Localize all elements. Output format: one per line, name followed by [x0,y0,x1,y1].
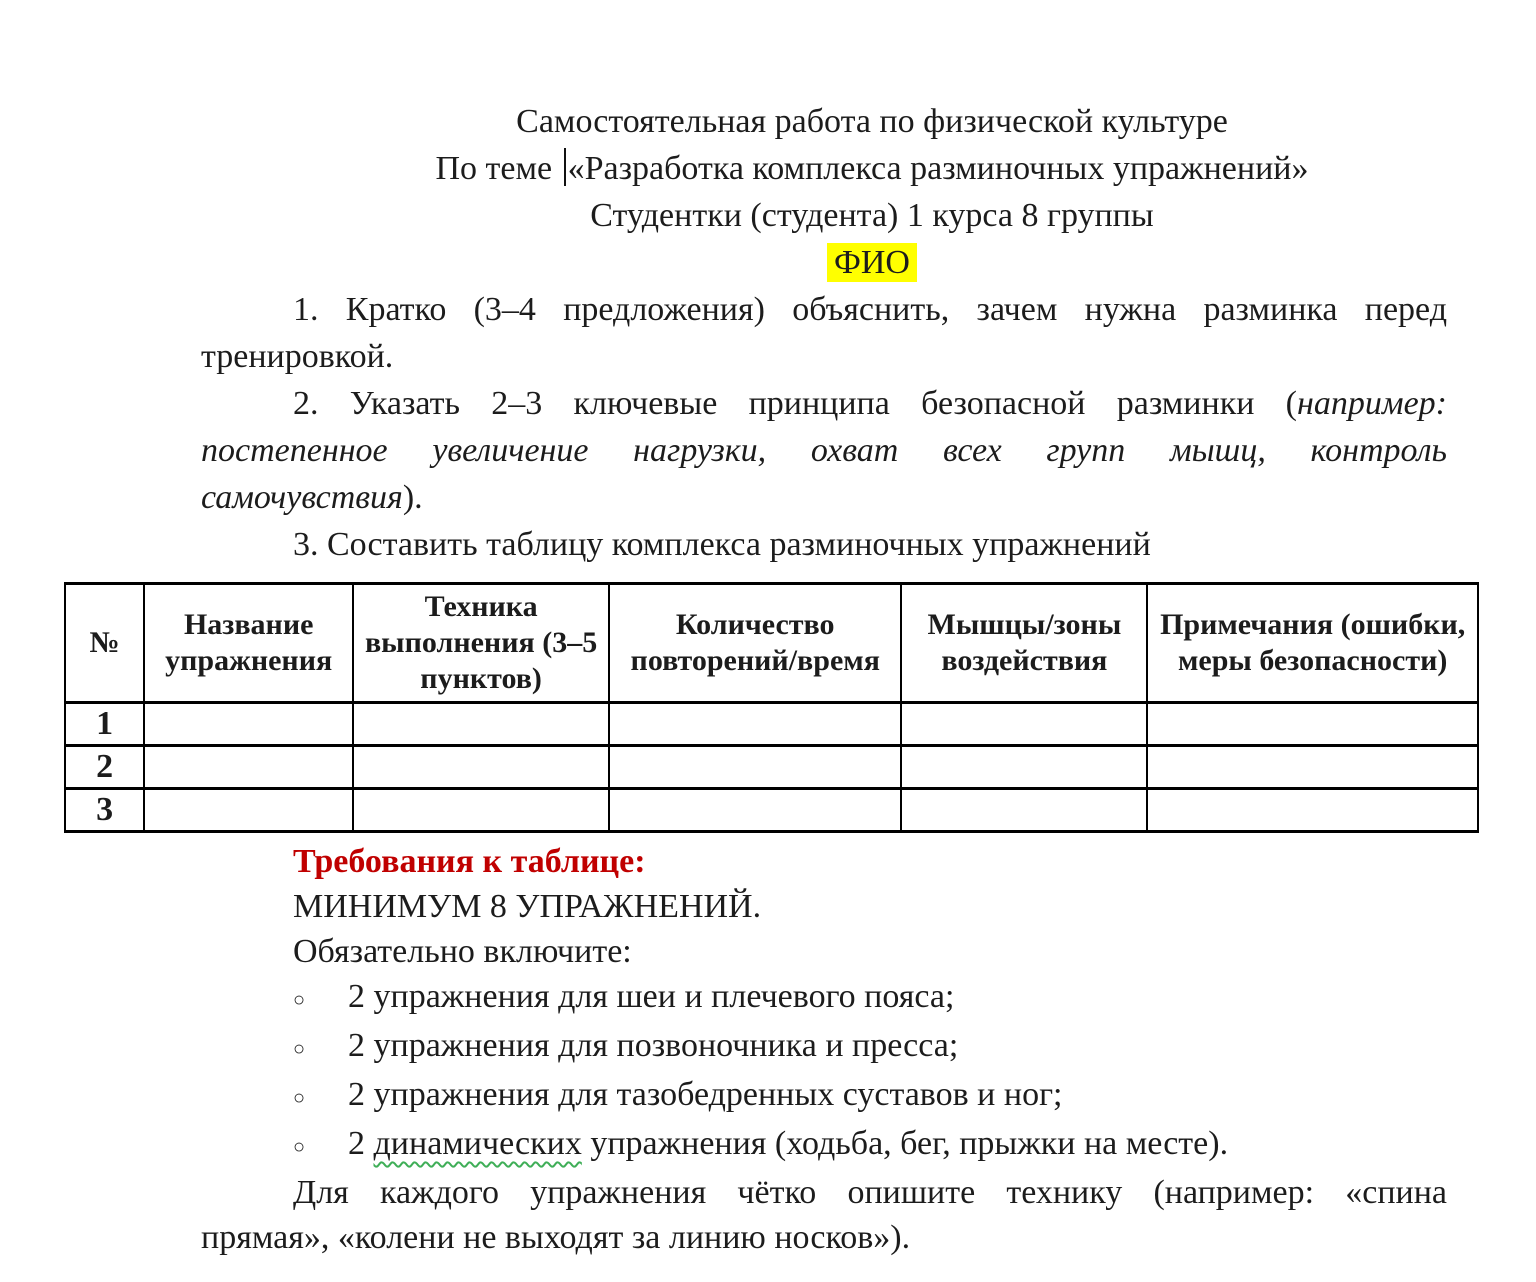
row1-cell-technique[interactable] [353,703,609,746]
final-paragraph-line1[interactable] [201,1170,1447,1215]
doc-title-line2[interactable] [201,145,1447,192]
title-text-2-rest: «Разработка комплекса разминочных упражнений» [567,150,1309,187]
task2-text-italic-a: например: [1297,385,1447,422]
row3-cell-technique[interactable] [353,789,609,832]
row3-cell-notes[interactable] [1147,789,1478,832]
table-row [65,789,1478,832]
requirements-include-text: Обязательно включите: [293,933,632,970]
final-text-a: Для каждого упражнения чётко опишите технику (например: «спина [293,1174,1447,1211]
text-cursor [564,148,566,186]
task3-text: 3. Составить таблицу комплекса разминочных упражнений [293,526,1151,563]
task2-line1[interactable] [201,380,1447,427]
col-header-technique: Техника выполнения (3–5 пунктов) [353,584,609,703]
requirements-section [201,839,1447,1260]
list-bullet-icon: ○ [293,1136,306,1158]
list-bullet-icon: ○ [293,1038,306,1060]
col-header-repetitions: Количество повторений/время [609,584,901,703]
title-text-3: Студентки (студента) 1 курса 8 группы [590,197,1154,234]
col-header-number: № [65,584,144,703]
final-text-b: прямая», «колени не выходят за линию носков»). [201,1219,911,1256]
spellcheck-underlined-word: динамических [373,1125,582,1162]
task2-line2[interactable] [201,427,1447,474]
bullet3-text: 2 упражнения для тазобедренных суставов и ног; [348,1076,1063,1113]
col-header-exercise-name: Название упражнения [144,584,353,703]
row3-cell-muscles[interactable] [901,789,1147,832]
row3-cell-name[interactable] [144,789,353,832]
row2-number-cell: 2 [65,746,144,789]
task2-text-a: 2. Указать 2–3 ключевые принципа безопасной разминки ( [293,385,1298,422]
bullet4-text-post: упражнения (ходьба, бег, прыжки на месте). [581,1125,1229,1162]
list-bullet-icon: ○ [293,1087,306,1109]
bullet2-text: 2 упражнения для позвоночника и пресса; [348,1027,959,1064]
col-header-notes: Примечания (ошибки, меры безопасности) [1147,584,1478,703]
doc-title-line1[interactable] [201,98,1447,145]
row1-cell-name[interactable] [144,703,353,746]
title-text-1: Самостоятельная работа по физической культуре [516,103,1228,140]
doc-fio-line[interactable] [201,239,1447,286]
col-header-muscles: Мышцы/зоны воздействия [901,584,1147,703]
task2-text-italic-c: самочувствия [201,479,403,516]
doc-title-line3[interactable] [201,192,1447,239]
requirements-minimum-line[interactable] [201,884,1447,929]
row2-cell-repetitions[interactable] [609,746,901,789]
bullet-item-4[interactable] [201,1121,1447,1170]
list-bullet-icon: ○ [293,989,306,1011]
bullet-item-1[interactable] [201,974,1447,1023]
bullet1-text: 2 упражнения для шеи и плечевого пояса; [348,978,955,1015]
row2-cell-notes[interactable] [1147,746,1478,789]
task2-text-tail: ). [402,479,423,516]
task1-text-a: 1. Кратко (3–4 предложения) объяснить, зачем нужна разминка перед [293,291,1447,328]
row1-cell-repetitions[interactable] [609,703,901,746]
task1-text-b: тренировкой. [201,338,394,375]
task2-text-italic-b: постепенное увеличение нагрузки, охват всех групп мышц, контроль [201,432,1447,469]
requirements-heading-line[interactable] [201,839,1447,884]
task2-line3[interactable] [201,474,1447,521]
task1-line2[interactable] [201,333,1447,380]
requirements-heading: Требования к таблице: [293,843,646,880]
task1-line1[interactable] [201,286,1447,333]
table-row [65,746,1478,789]
bullet-item-2[interactable] [201,1023,1447,1072]
exercise-table [64,582,1479,833]
bullet4-text-pre: 2 [348,1125,374,1162]
requirements-include-line[interactable] [201,929,1447,974]
title-text-2-prefix: По теме [435,150,561,187]
document-text-top [201,98,1447,568]
row2-cell-muscles[interactable] [901,746,1147,789]
row3-cell-repetitions[interactable] [609,789,901,832]
row1-number-cell: 1 [65,703,144,746]
bullet-item-3[interactable] [201,1072,1447,1121]
row1-cell-notes[interactable] [1147,703,1478,746]
final-paragraph-line2[interactable] [201,1215,1447,1260]
row3-number-cell: 3 [65,789,144,832]
requirements-minimum-text: МИНИМУМ 8 УПРАЖНЕНИЙ. [293,888,762,925]
table-row [65,703,1478,746]
task3-line[interactable] [201,521,1447,568]
row2-cell-name[interactable] [144,746,353,789]
fio-highlighted-placeholder[interactable]: ФИО [827,243,917,282]
row2-cell-technique[interactable] [353,746,609,789]
table-header-row [65,584,1478,703]
row1-cell-muscles[interactable] [901,703,1147,746]
